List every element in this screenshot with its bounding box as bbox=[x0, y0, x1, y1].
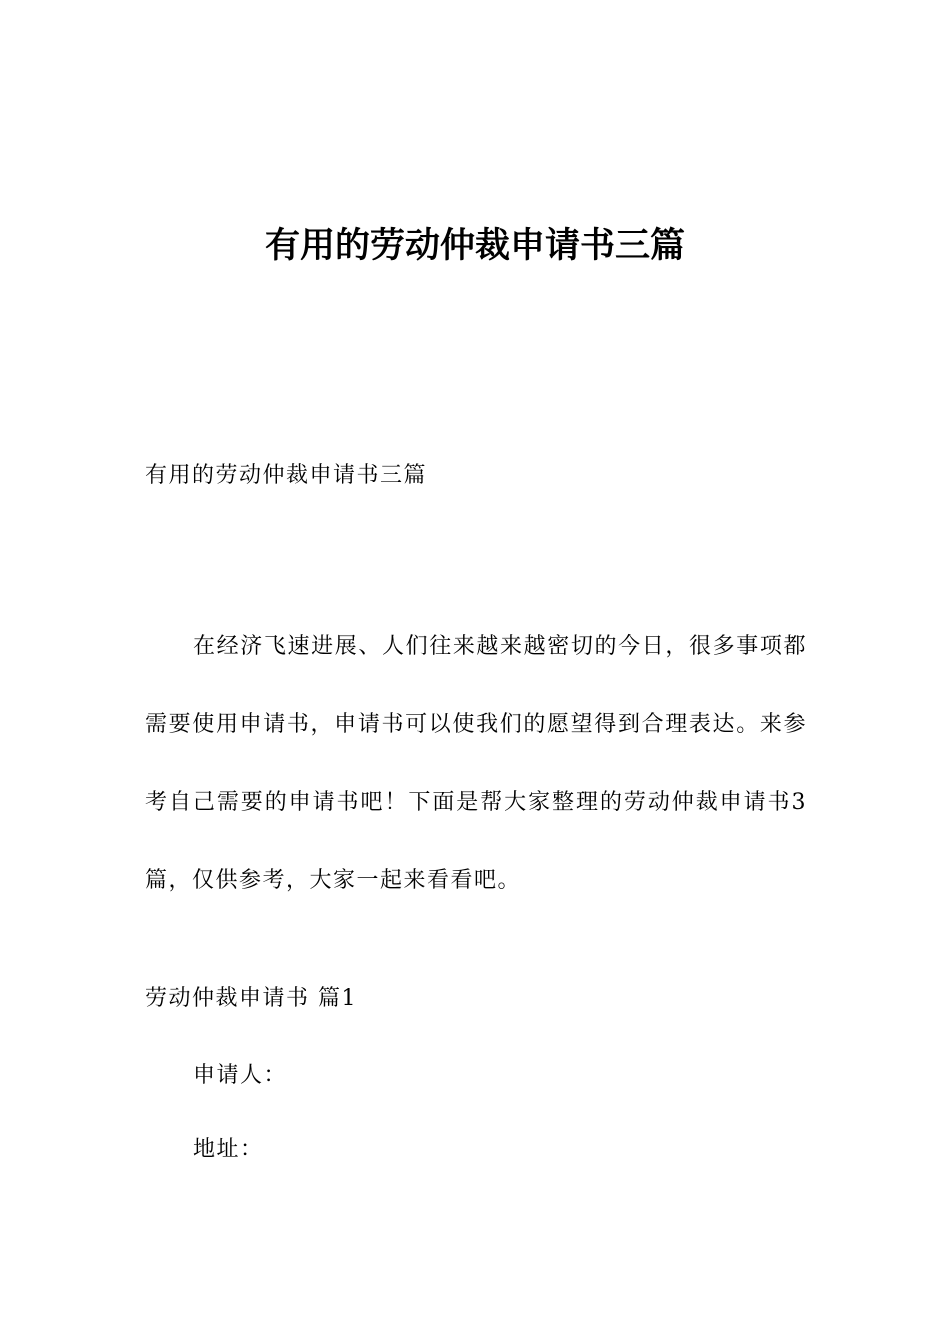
section-heading: 劳动仲裁申请书 篇1 bbox=[145, 986, 357, 1011]
intro-paragraph: 在经济飞速进展、人们往来越来越密切的今日，很多事项都需要使用申请书，申请书可以使我们的愿望得到合理表达。来参考自己需要的申请书吧！下面是帮大家整理的劳动仲裁申请书3篇，仅供参考，大家一起来看看吧。 bbox=[145, 634, 807, 893]
address-label: 地址： bbox=[193, 1137, 264, 1162]
applicant-label: 申请人： bbox=[193, 1063, 288, 1088]
document-title: 有用的劳动仲裁申请书三篇 bbox=[264, 226, 685, 266]
document-subtitle: 有用的劳动仲裁申请书三篇 bbox=[145, 463, 428, 488]
